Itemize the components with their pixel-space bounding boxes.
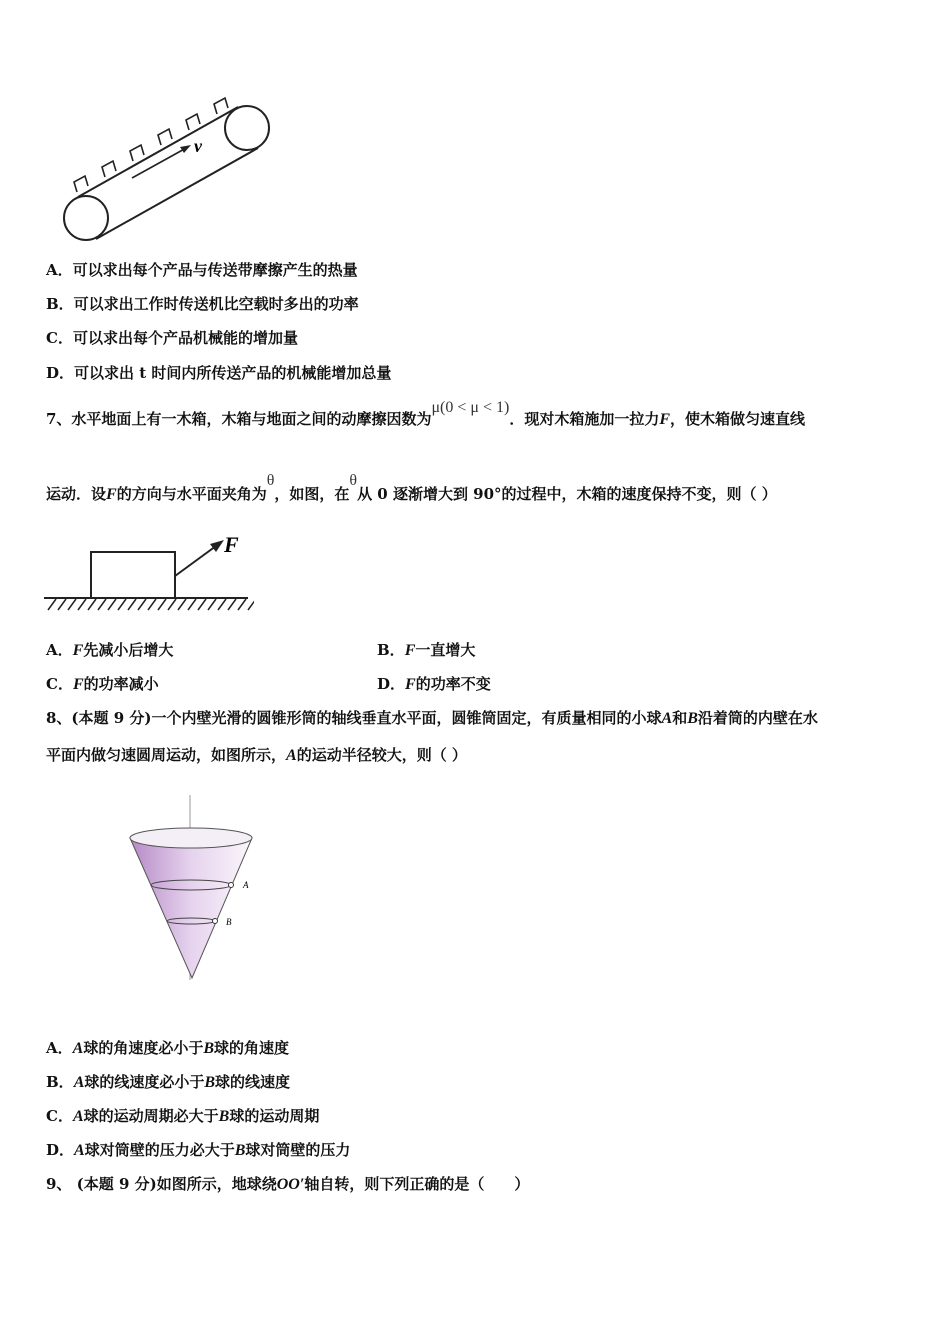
variable: F bbox=[72, 676, 84, 693]
ground-hatch bbox=[118, 599, 126, 610]
math-expression: μ(0 < μ < 1) bbox=[431, 399, 510, 416]
text-segment: 的方向与水平面夹角为 bbox=[116, 485, 267, 503]
velocity-label: v bbox=[194, 136, 202, 156]
q9-stem bbox=[46, 1174, 529, 1195]
q8-stem-line1 bbox=[46, 708, 818, 729]
ground-hatch bbox=[68, 599, 76, 610]
variable: B bbox=[234, 1142, 246, 1159]
box-force-figure bbox=[44, 530, 254, 620]
ground-hatch bbox=[178, 599, 186, 610]
cone-figure bbox=[120, 790, 270, 990]
ground-hatch bbox=[88, 599, 96, 610]
text-segment: 先减小后增大 bbox=[83, 641, 174, 659]
text-segment: 的功率减小 bbox=[83, 675, 159, 693]
ground-hatch bbox=[218, 599, 226, 610]
text-segment: C．可以求出每个产品机械能的增加量 bbox=[46, 329, 298, 347]
ground-hatch bbox=[238, 599, 246, 610]
ground-hatch bbox=[188, 599, 196, 610]
q7-option-d bbox=[377, 674, 491, 695]
q8-stem-line2 bbox=[46, 745, 467, 766]
force-label: F bbox=[224, 532, 239, 557]
text-segment: A．可以求出每个产品与传送带摩擦产生的热量 bbox=[46, 261, 358, 279]
text-segment: B．可以求出工作时传送机比空载时多出的功率 bbox=[46, 295, 359, 313]
text-segment: C． bbox=[46, 675, 73, 693]
text-segment: 球的角速度 bbox=[214, 1039, 290, 1057]
text-segment: 球对筒壁的压力必大于 bbox=[84, 1141, 235, 1159]
text-segment: A． bbox=[46, 1039, 73, 1057]
ground-hatch bbox=[208, 599, 216, 610]
text-segment: 球的运动周期必大于 bbox=[83, 1107, 219, 1125]
variable: B bbox=[204, 1074, 216, 1091]
text-segment: 和 bbox=[672, 709, 688, 727]
variable: A bbox=[661, 710, 673, 727]
q6-option-a bbox=[46, 260, 358, 280]
ground-hatch bbox=[138, 599, 146, 610]
ball-a-label: A bbox=[243, 880, 249, 890]
text-segment: ，如图，在 bbox=[274, 485, 350, 503]
conveyor-belt-figure bbox=[60, 90, 280, 250]
ground-hatch bbox=[78, 599, 86, 610]
text-segment: 轴自转，则下列正确的是（ ） bbox=[304, 1175, 530, 1193]
text-segment: 从 0 逐渐增大到 90°的过程中，木箱的速度保持不变，则（ ） bbox=[357, 485, 777, 503]
ground-hatch bbox=[168, 599, 176, 610]
q8-option-b bbox=[46, 1072, 290, 1093]
q7-stem-line1 bbox=[46, 399, 806, 430]
variable: B bbox=[203, 1040, 214, 1057]
q6-option-d bbox=[46, 363, 391, 383]
variable: A bbox=[74, 1142, 85, 1159]
text-segment: 球对筒壁的压力 bbox=[245, 1141, 351, 1159]
text-segment: D． bbox=[377, 675, 406, 693]
q7-stem-line2 bbox=[46, 472, 777, 505]
q8-option-d bbox=[46, 1140, 350, 1161]
variable: F bbox=[106, 486, 117, 503]
q7-option-b bbox=[377, 640, 475, 661]
ground-hatch bbox=[148, 599, 156, 610]
q6-option-c bbox=[46, 328, 298, 348]
ground-hatch bbox=[98, 599, 106, 610]
variable: F bbox=[659, 411, 670, 428]
variable: OO′ bbox=[276, 1176, 305, 1193]
variable: A bbox=[72, 1108, 84, 1125]
ground-hatch bbox=[228, 599, 236, 610]
variable: B bbox=[687, 710, 698, 727]
variable: F bbox=[405, 676, 416, 693]
text-segment: C． bbox=[46, 1107, 73, 1125]
q7-option-c bbox=[46, 674, 159, 695]
text-segment: ．现对木箱施加一拉力 bbox=[509, 410, 660, 428]
text-segment: 球的运动周期 bbox=[229, 1107, 320, 1125]
text-segment: 的功率不变 bbox=[415, 675, 491, 693]
text-segment: D．可以求出 t 时间内所传送产品的机械能增加总量 bbox=[46, 364, 392, 382]
variable: F bbox=[404, 642, 416, 659]
text-segment: 沿着筒的内壁在水 bbox=[697, 709, 818, 727]
text-segment: ，使木箱做匀速直线 bbox=[670, 410, 806, 428]
text-segment: 的运动半径较大，则（ ） bbox=[296, 746, 467, 764]
text-segment: 球的线速度 bbox=[215, 1073, 291, 1091]
text-segment: 球的线速度必小于 bbox=[84, 1073, 205, 1091]
text-segment: 9、 (本题 9 分)如图所示，地球绕 bbox=[46, 1175, 277, 1193]
ground-hatch bbox=[108, 599, 116, 610]
variable: A bbox=[73, 1074, 85, 1091]
q8-option-a bbox=[46, 1038, 289, 1059]
ground-hatch bbox=[128, 599, 136, 610]
ground-hatch bbox=[48, 599, 56, 610]
text-segment: 运动．设 bbox=[46, 485, 107, 503]
math-expression: θ bbox=[349, 472, 358, 489]
ground-hatch bbox=[248, 599, 254, 610]
text-segment: 一直增大 bbox=[415, 641, 476, 659]
variable: F bbox=[72, 642, 84, 659]
text-segment: 球的角速度必小于 bbox=[83, 1039, 204, 1057]
text-segment: D． bbox=[46, 1141, 75, 1159]
text-segment: 7、水平地面上有一木箱，木箱与地面之间的动摩擦因数为 bbox=[46, 410, 432, 428]
ground-hatch bbox=[58, 599, 66, 610]
text-segment: B． bbox=[377, 641, 405, 659]
math-expression: θ bbox=[266, 472, 275, 489]
text-segment: 平面内做匀速圆周运动，如图所示， bbox=[46, 746, 287, 764]
q8-option-c bbox=[46, 1106, 319, 1127]
variable: B bbox=[218, 1108, 230, 1125]
ground-hatch bbox=[198, 599, 206, 610]
variable: A bbox=[72, 1040, 84, 1057]
q6-option-b bbox=[46, 294, 359, 314]
text-segment: A． bbox=[46, 641, 73, 659]
q7-option-a bbox=[46, 640, 173, 661]
ground-hatch bbox=[158, 599, 166, 610]
ball-b-label: B bbox=[226, 917, 232, 927]
text-segment: 8、(本题 9 分)一个内壁光滑的圆锥形筒的轴线垂直水平面，圆锥筒固定，有质量相同的小球 bbox=[46, 709, 662, 727]
variable: A bbox=[286, 747, 297, 764]
text-segment: B． bbox=[46, 1073, 74, 1091]
